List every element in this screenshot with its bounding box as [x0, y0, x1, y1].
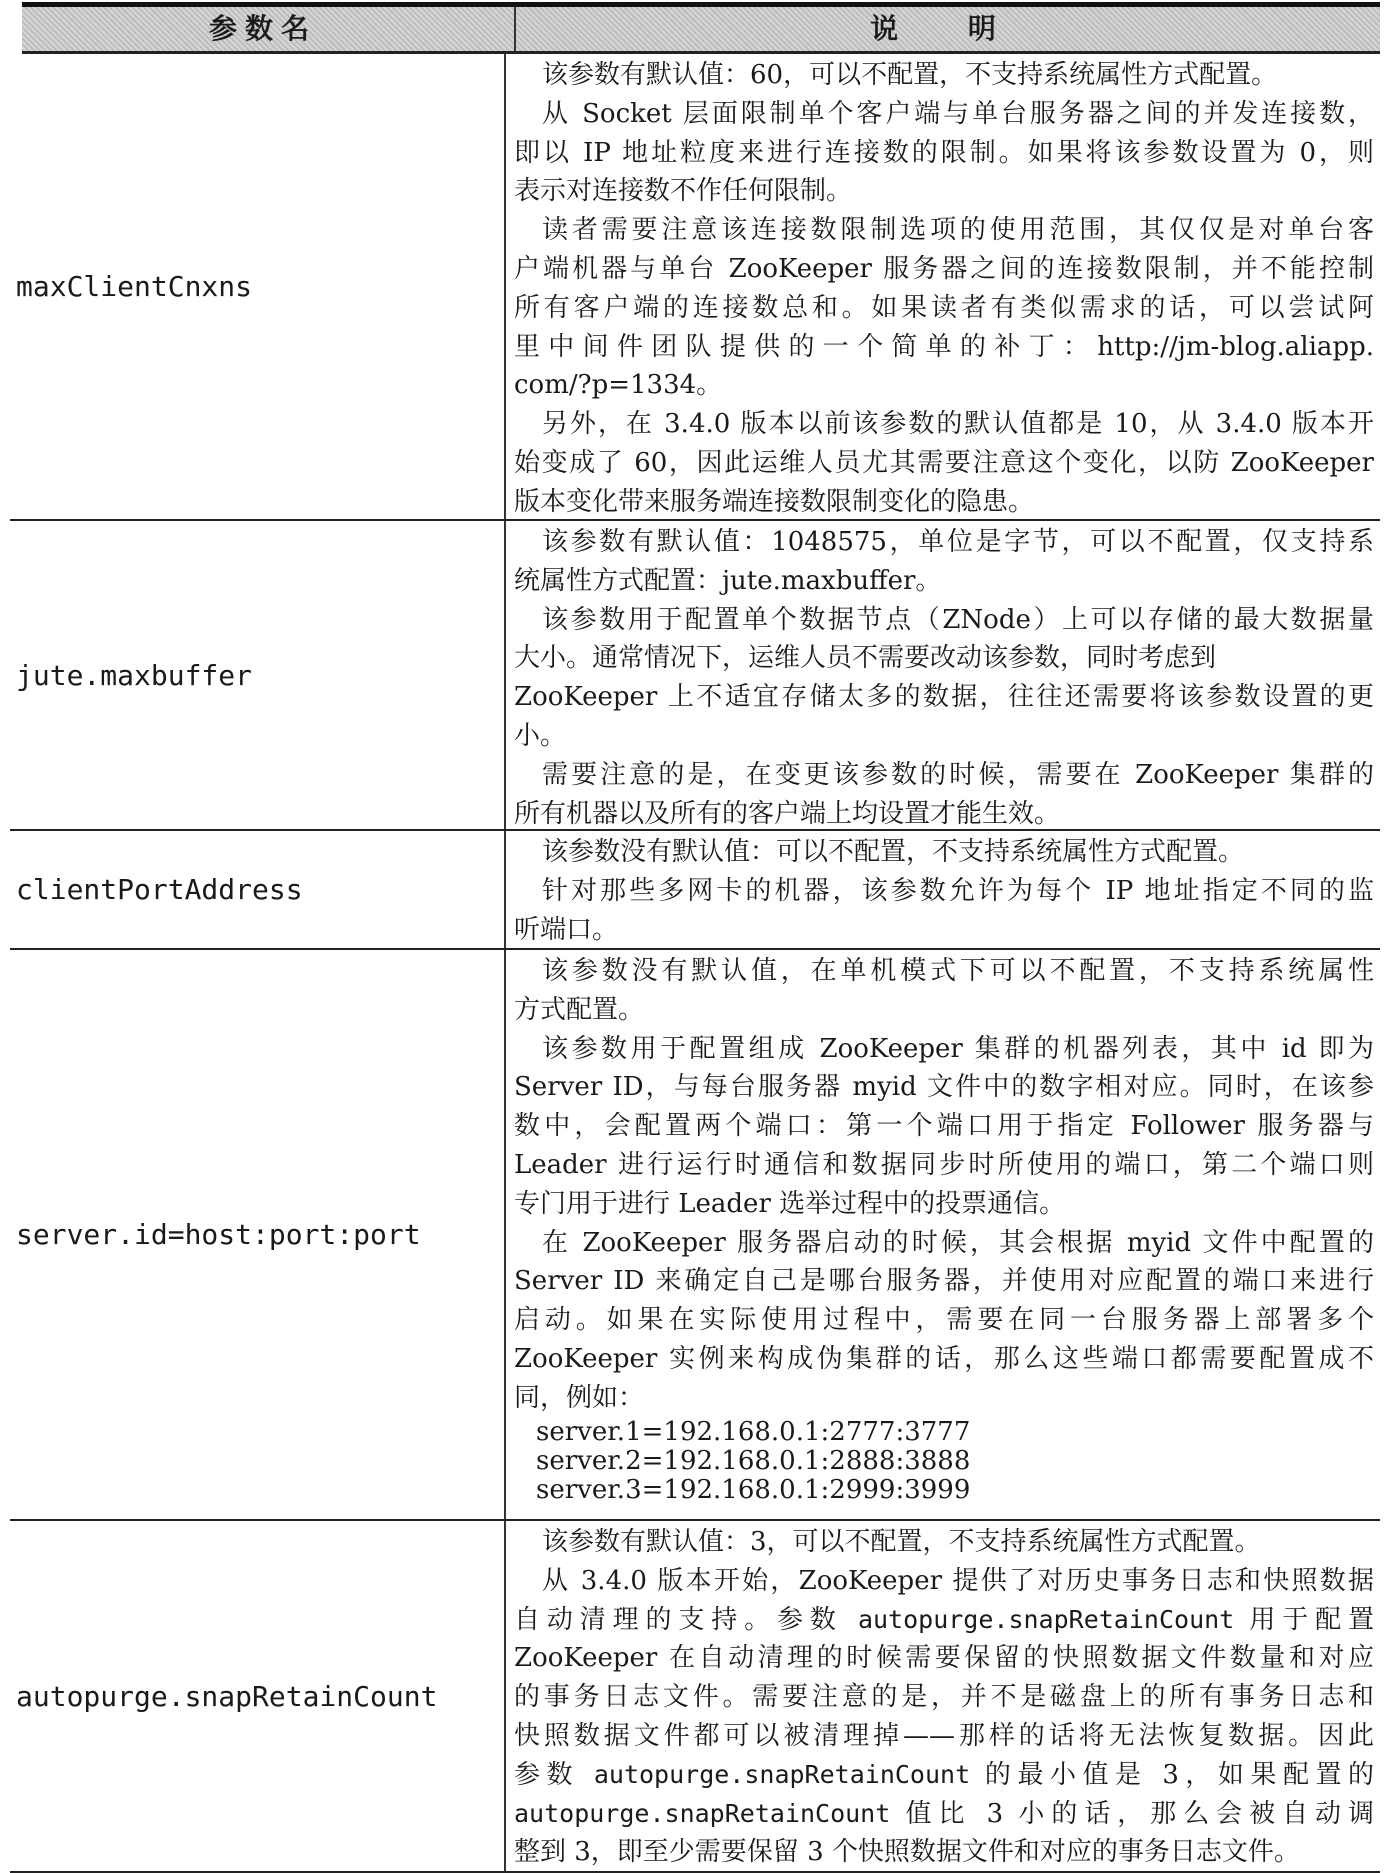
- description-line: 另外，在 3.4.0 版本以前该参数的默认值都是 10，从 3.4.0 版本开: [542, 409, 1374, 440]
- header-description: 说 明: [514, 7, 1380, 51]
- config-example-line: server.3=192.168.0.1:2999:3999: [536, 1475, 971, 1505]
- description-line: 即以 IP 地址粒度来进行连接数的限制。如果将该参数设置为 0，则: [514, 137, 1374, 168]
- table-row: [10, 831, 1380, 950]
- description-line: 读者需要注意该连接数限制选项的使用范围，其仅仅是对单台客: [542, 215, 1374, 246]
- param-description: [504, 950, 1380, 1519]
- description-line: Leader 进行运行时通信和数据同步时所使用的端口，第二个端口则: [514, 1149, 1374, 1180]
- param-description: [504, 54, 1380, 519]
- description-line: ZooKeeper 在自动清理的时候需要保留的快照数据文件数量和对应: [514, 1643, 1374, 1674]
- param-name: maxClientCnxns: [16, 270, 253, 303]
- description-line: com/?p=1334。: [514, 370, 723, 401]
- inline-code: autopurge.snapRetainCount: [514, 1798, 891, 1828]
- description-line: 该参数用于配置单个数据节点（ZNode）上可以存储的最大数据量: [542, 604, 1374, 635]
- config-example-line: server.2=192.168.0.1:2888:3888: [536, 1446, 971, 1476]
- description-line: 所有客户端的连接数总和。如果读者有类似需求的话，可以尝试阿: [514, 292, 1374, 323]
- description-line: 小。: [514, 720, 567, 751]
- table-row: [10, 1521, 1380, 1873]
- param-name: server.id=host:port:port: [16, 1218, 421, 1251]
- description-line: [514, 1756, 1374, 1795]
- param-description: [504, 521, 1380, 829]
- description-line: 户端机器与单台 ZooKeeper 服务器之间的连接数限制，并不能控制: [514, 253, 1374, 284]
- description-line: 的事务日志文件。需要注意的是，并不是磁盘上的所有事务日志和: [514, 1682, 1374, 1713]
- parameter-table: [10, 2, 1380, 1873]
- header-param-name: 参数名: [208, 12, 317, 45]
- description-line: 该参数有默认值：60，可以不配置，不支持系统属性方式配置。: [542, 60, 1278, 90]
- description-line: 表示对连接数不作任何限制。: [514, 176, 853, 207]
- description-line: 从 3.4.0 版本开始，ZooKeeper 提供了对历史事务日志和快照数据: [542, 1565, 1374, 1596]
- text-span: 参数: [514, 1759, 594, 1790]
- param-name: autopurge.snapRetainCount: [16, 1679, 438, 1713]
- description-line: 同，例如：: [514, 1382, 645, 1413]
- description-line: Server ID 来确定自己是哪台服务器，并使用对应配置的端口来进行: [514, 1266, 1374, 1297]
- description-line: 该参数没有默认值，在单机模式下可以不配置，不支持系统属性: [542, 956, 1374, 986]
- description-line: 听端口。: [514, 914, 619, 945]
- description-line: [514, 1795, 1374, 1834]
- inline-code: autopurge.snapRetainCount: [593, 1759, 971, 1789]
- description-line: 针对那些多网卡的机器，该参数允许为每个 IP 地址指定不同的监: [542, 875, 1374, 906]
- description-line: 始变成了 60，因此运维人员尤其需要注意这个变化，以防 ZooKeeper: [514, 447, 1374, 478]
- description-line: 快照数据文件都可以被清理掉——那样的话将无法恢复数据。因此: [514, 1720, 1374, 1751]
- table-row: [10, 521, 1380, 831]
- description-line: ZooKeeper 实例来构成伪集群的话，那么这些端口都需要配置成不: [514, 1343, 1374, 1374]
- description-line: 专门用于进行 Leader 选举过程中的投票通信。: [514, 1188, 1066, 1219]
- description-line: 大小。通常情况下，运维人员不需要改动该参数，同时考虑到: [514, 643, 1217, 674]
- text-span: 的最小值是 3，如果配置的: [970, 1759, 1374, 1790]
- table-header: [22, 2, 1380, 54]
- description-line: [514, 1601, 1374, 1640]
- text-span: 值比 3 小的话，那么会被自动调: [890, 1798, 1374, 1829]
- description-line: 数中，会配置两个端口：第一个端口用于指定 Follower 服务器与: [514, 1111, 1374, 1142]
- table-row: [10, 950, 1380, 1521]
- param-name: clientPortAddress: [16, 873, 303, 906]
- description-line: ZooKeeper 上不适宜存储太多的数据，往往还需要将该参数设置的更: [514, 682, 1374, 713]
- param-description: [504, 831, 1380, 948]
- text-span: 自动清理的支持。参数: [514, 1604, 858, 1635]
- description-line: 该参数有默认值：1048575，单位是字节，可以不配置，仅支持系: [542, 527, 1374, 557]
- param-description: [504, 1521, 1380, 1871]
- description-line: 统属性方式配置：jute.maxbuffer。: [514, 565, 942, 596]
- param-name: jute.maxbuffer: [16, 658, 253, 692]
- description-line: 该参数用于配置组成 ZooKeeper 集群的机器列表，其中 id 即为: [542, 1033, 1374, 1064]
- description-line: 版本变化带来服务端连接数限制变化的隐患。: [514, 486, 1035, 517]
- description-line: 整到 3，即至少需要保留 3 个快照数据文件和对应的事务日志文件。: [514, 1837, 1300, 1868]
- description-line: 启动。如果在实际使用过程中，需要在同一台服务器上部署多个: [514, 1305, 1374, 1336]
- description-line: 所有机器以及所有的客户端上均设置才能生效。: [514, 798, 1061, 829]
- text-span: 用于配置: [1234, 1604, 1374, 1635]
- description-line: 该参数没有默认值：可以不配置，不支持系统属性方式配置。: [542, 837, 1245, 867]
- table-body: [10, 54, 1380, 1873]
- description-line: 里中间件团队提供的一个简单的补丁：http://jm-blog.aliapp.: [514, 331, 1374, 362]
- description-line: 在 ZooKeeper 服务器启动的时候，其会根据 myid 文件中配置的: [542, 1227, 1374, 1258]
- description-line: 需要注意的是，在变更该参数的时候，需要在 ZooKeeper 集群的: [542, 759, 1374, 790]
- config-example-line: server.1=192.168.0.1:2777:3777: [536, 1417, 971, 1447]
- description-line: Server ID，与每台服务器 myid 文件中的数字相对应。同时，在该参: [514, 1072, 1374, 1103]
- description-line: 该参数有默认值：3，可以不配置，不支持系统属性方式配置。: [542, 1527, 1261, 1557]
- table-row: [10, 54, 1380, 521]
- description-line: 从 Socket 层面限制单个客户端与单台服务器之间的并发连接数，: [542, 98, 1374, 129]
- inline-code: autopurge.snapRetainCount: [857, 1604, 1235, 1634]
- description-line: 方式配置。: [514, 994, 645, 1025]
